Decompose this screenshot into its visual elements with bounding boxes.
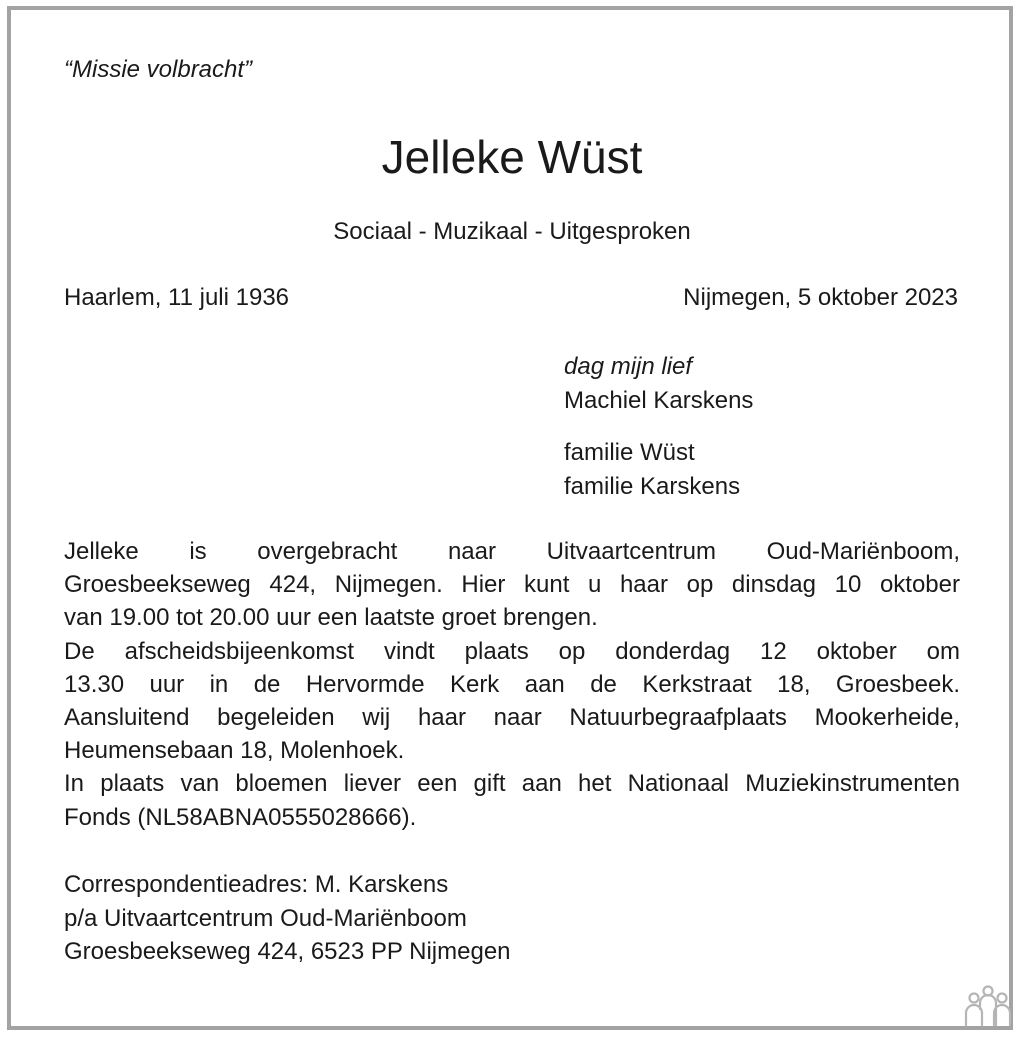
- address-line: Groesbeekseweg 424, 6523 PP Nijmegen: [64, 938, 511, 965]
- body-line: Fonds (NL58ABNA0555028666).: [64, 803, 417, 831]
- body-line: Groesbeekseweg 424, Nijmegen. Hier kunt u haar op dinsdag 10 oktober: [64, 571, 960, 599]
- body-line: Heumensebaan 18, Molenhoek.: [64, 737, 405, 765]
- signoff-block: [564, 350, 753, 504]
- birth-place-date: Haarlem, 11 juli 1936: [64, 284, 290, 311]
- correspondence-address: [64, 868, 511, 969]
- body-line: Aansluitend begeleiden wij haar naar Natuurbegraafplaats Mookerheide,: [64, 704, 960, 732]
- body-line: Jelleke is overgebracht naar Uitvaartcentrum Oud-Mariënboom,: [64, 538, 960, 565]
- address-line: Correspondentieadres: M. Karskens: [64, 871, 449, 898]
- signoff-greeting: dag mijn lief: [564, 353, 693, 380]
- body-line: De afscheidsbijeenkomst vindt plaats op donderdag 12 oktober om: [64, 637, 960, 665]
- body-line: In plaats van bloemen liever een gift aan het Nationaal Muziekinstrumenten: [64, 770, 960, 798]
- people-group-icon: [963, 985, 1013, 1027]
- funeral-details-text: [64, 535, 960, 834]
- signoff-family-wust: familie Wüst: [564, 439, 695, 466]
- body-line: van 19.00 tot 20.00 uur een laatste groet brengen.: [64, 604, 598, 632]
- deceased-name: Jelleke Wüst: [381, 131, 643, 183]
- motto-quote: “Missie volbracht”: [64, 56, 253, 83]
- signoff-partner: Machiel Karskens: [564, 387, 754, 414]
- character-traits: Sociaal - Muzikaal - Uitgesproken: [333, 218, 691, 245]
- signoff-family-karskens: familie Karskens: [564, 473, 741, 500]
- death-place-date: Nijmegen, 5 oktober 2023: [683, 284, 958, 311]
- body-line: 13.30 uur in de Hervormde Kerk aan de Kerkstraat 18, Groesbeek.: [64, 670, 960, 698]
- address-line: p/a Uitvaartcentrum Oud-Mariënboom: [64, 904, 467, 932]
